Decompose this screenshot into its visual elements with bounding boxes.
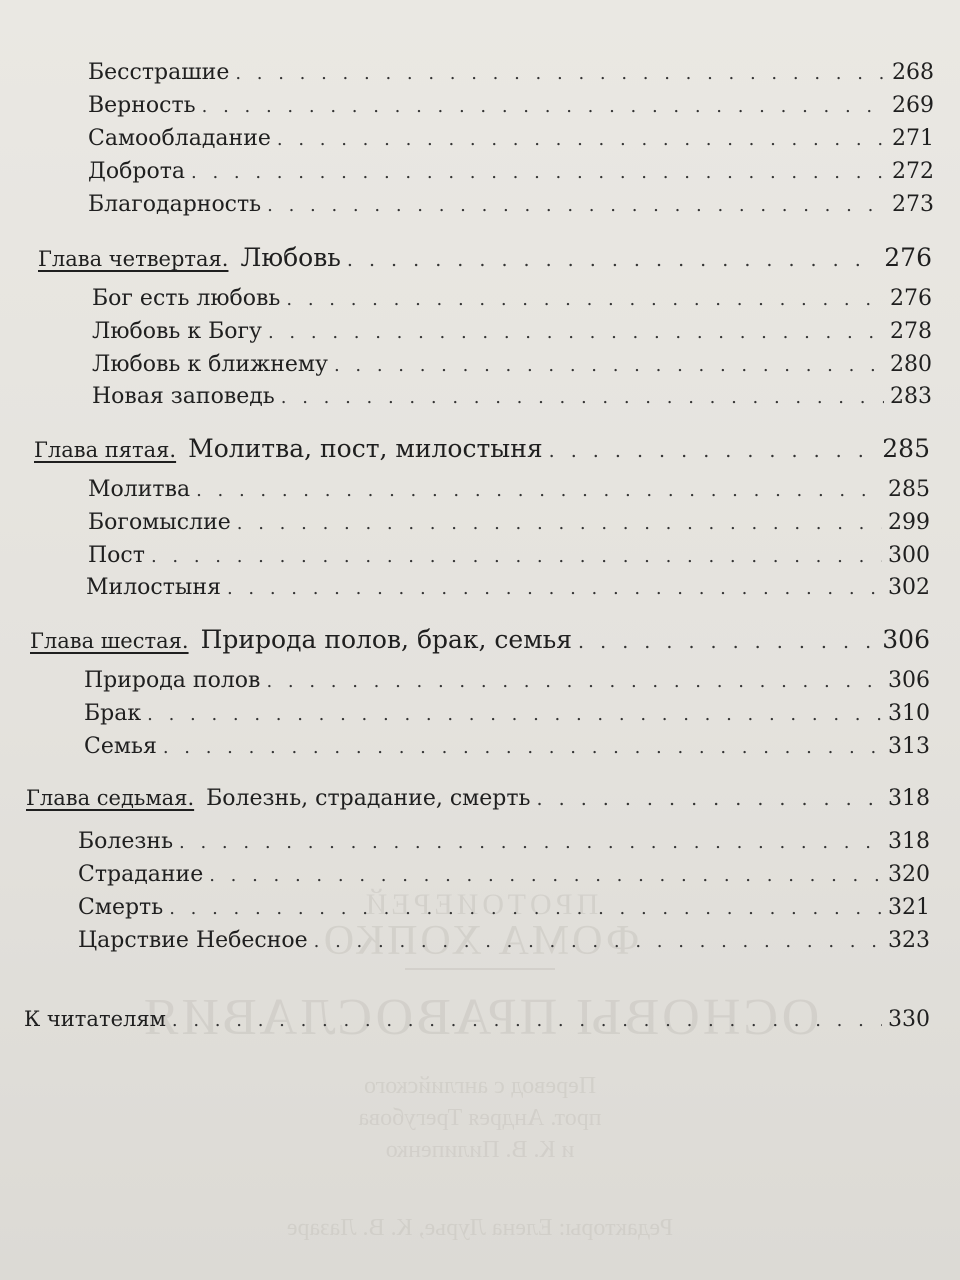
bleed-credit-3: и К. В. Пилипенко xyxy=(385,1137,575,1163)
leader-dots xyxy=(202,96,886,117)
chapter-number: Глава пятая. xyxy=(34,438,177,462)
leader-dots xyxy=(169,898,882,919)
toc-page-number: 276 xyxy=(890,286,932,311)
toc-entry-title: Самообладание xyxy=(88,126,271,151)
leader-dots xyxy=(314,931,882,952)
toc-entry-title: Пост xyxy=(88,543,145,568)
toc-page-number: 313 xyxy=(888,734,930,759)
toc-entry-title: Доброта xyxy=(88,159,185,184)
leader-dots xyxy=(209,865,882,886)
toc-page-number: 285 xyxy=(888,477,930,502)
leader-dots xyxy=(281,387,884,408)
leader-dots xyxy=(537,788,882,810)
leader-dots xyxy=(347,249,878,271)
leader-dots xyxy=(196,480,882,501)
toc-page-number: 280 xyxy=(890,352,932,377)
toc-entry xyxy=(88,93,934,118)
bleed-line-2: ФОМА ХОПКО xyxy=(320,918,640,964)
toc-entry xyxy=(88,510,930,535)
toc-entry xyxy=(92,352,932,377)
toc-entry-title: Смерть xyxy=(78,895,164,920)
leader-dots xyxy=(267,195,886,216)
toc-chapter-heading xyxy=(30,625,930,654)
toc-entry-title: Бесстрашие xyxy=(88,60,230,85)
toc-entry xyxy=(78,862,930,887)
toc-entry-title: Страдание xyxy=(78,862,204,887)
toc-entry-title: Милостыня xyxy=(86,575,221,600)
toc-page-number: 302 xyxy=(888,575,930,600)
leader-dots xyxy=(237,513,882,534)
toc-entry xyxy=(88,477,930,502)
toc-page-number: 272 xyxy=(892,159,934,184)
bleed-credit-2: прот. Андрея Трегубова xyxy=(358,1105,602,1131)
toc-entry-title: Верность xyxy=(88,93,196,118)
toc-entry xyxy=(88,126,934,151)
toc-entry-title: Бог есть любовь xyxy=(92,286,281,311)
bleed-title: ОСНОВЫ ПРАВОСЛАВИЯ xyxy=(140,989,820,1046)
leader-dots xyxy=(286,289,884,310)
toc-entry xyxy=(88,192,934,217)
toc-entry xyxy=(78,829,930,854)
toc-entry-title: Царствие Небесное xyxy=(78,928,308,953)
toc-page-number: 268 xyxy=(892,60,934,85)
toc-page-number: 269 xyxy=(892,93,934,118)
leader-dots xyxy=(191,162,886,183)
toc-chapter-heading xyxy=(26,786,930,811)
leader-dots xyxy=(147,704,882,725)
toc-entry xyxy=(92,319,932,344)
toc-page-number: 271 xyxy=(892,126,934,151)
leader-dots xyxy=(268,322,884,343)
chapter-number: Глава шестая. xyxy=(30,629,189,653)
leader-dots xyxy=(172,1010,882,1031)
toc-page-number: 306 xyxy=(882,625,930,654)
toc-page-number: 273 xyxy=(892,192,934,217)
toc-page-number: 285 xyxy=(882,434,930,463)
toc-page-number: 276 xyxy=(884,243,932,272)
toc-entry-title: Благодарность xyxy=(88,192,262,217)
toc-entry xyxy=(78,895,930,920)
toc-page-number: 318 xyxy=(888,829,930,854)
toc-entry xyxy=(86,575,930,600)
bleed-rule xyxy=(405,968,555,970)
toc-page-number: 306 xyxy=(888,668,930,693)
toc-entry xyxy=(88,543,930,568)
leader-dots xyxy=(235,63,886,84)
leader-dots xyxy=(277,129,886,150)
toc-page-number: 330 xyxy=(888,1007,930,1032)
bleed-editors: Редакторы: Елена Лурье, К. В. Лазаре xyxy=(286,1215,674,1241)
chapter-title: Болезнь, страдание, смерть xyxy=(206,786,531,811)
toc-entry-title: Болезнь xyxy=(78,829,174,854)
toc-page-number: 318 xyxy=(888,786,930,811)
toc-page-number: 320 xyxy=(888,862,930,887)
toc-entry-title: Любовь к Богу xyxy=(92,319,262,344)
bleed-credit-1: Перевод с английского xyxy=(363,1073,597,1099)
toc-entry xyxy=(92,286,932,311)
toc-entry xyxy=(78,928,930,953)
toc-page-number: 300 xyxy=(888,543,930,568)
toc-page-number: 321 xyxy=(888,895,930,920)
toc-page-number: 283 xyxy=(890,384,932,409)
leader-dots xyxy=(549,440,877,462)
toc-entry xyxy=(84,701,930,726)
toc-entry xyxy=(24,1007,930,1032)
bleed-line-1: ПРОТОИЕРЕЙ xyxy=(361,888,599,921)
toc-entry-title: Богомыслие xyxy=(88,510,231,535)
leader-dots xyxy=(151,546,882,567)
toc-entry-title: Семья xyxy=(84,734,157,759)
chapter-number: Глава четвертая. xyxy=(38,247,229,271)
toc-entry-title: Природа полов xyxy=(84,668,261,693)
toc-chapter-heading xyxy=(34,434,930,463)
toc-page-number: 278 xyxy=(890,319,932,344)
toc-entry-title: Новая заповедь xyxy=(92,384,275,409)
toc-entry xyxy=(88,60,934,85)
chapter-title: Молитва, пост, милостыня xyxy=(188,434,543,463)
toc-entry-title: Любовь к ближнему xyxy=(92,352,328,377)
toc-entry xyxy=(84,734,930,759)
toc-entry-title: К читателям xyxy=(24,1007,166,1031)
leader-dots xyxy=(179,832,882,853)
toc-page-number: 310 xyxy=(888,701,930,726)
toc-entry xyxy=(88,159,934,184)
toc-entry-title: Молитва xyxy=(88,477,191,502)
toc-page-number: 299 xyxy=(888,510,930,535)
leader-dots xyxy=(578,631,876,653)
toc-page-number: 323 xyxy=(888,928,930,953)
toc-entry xyxy=(92,384,932,409)
leader-dots xyxy=(163,737,882,758)
leader-dots xyxy=(334,355,884,376)
chapter-title: Любовь xyxy=(240,243,341,272)
chapter-number: Глава седьмая. xyxy=(26,786,195,810)
leader-dots xyxy=(227,578,882,599)
toc-entry xyxy=(84,668,930,693)
toc-chapter-heading xyxy=(38,243,932,272)
leader-dots xyxy=(266,671,882,692)
toc-entry-title: Брак xyxy=(84,701,142,726)
chapter-title: Природа полов, брак, семья xyxy=(200,625,573,654)
